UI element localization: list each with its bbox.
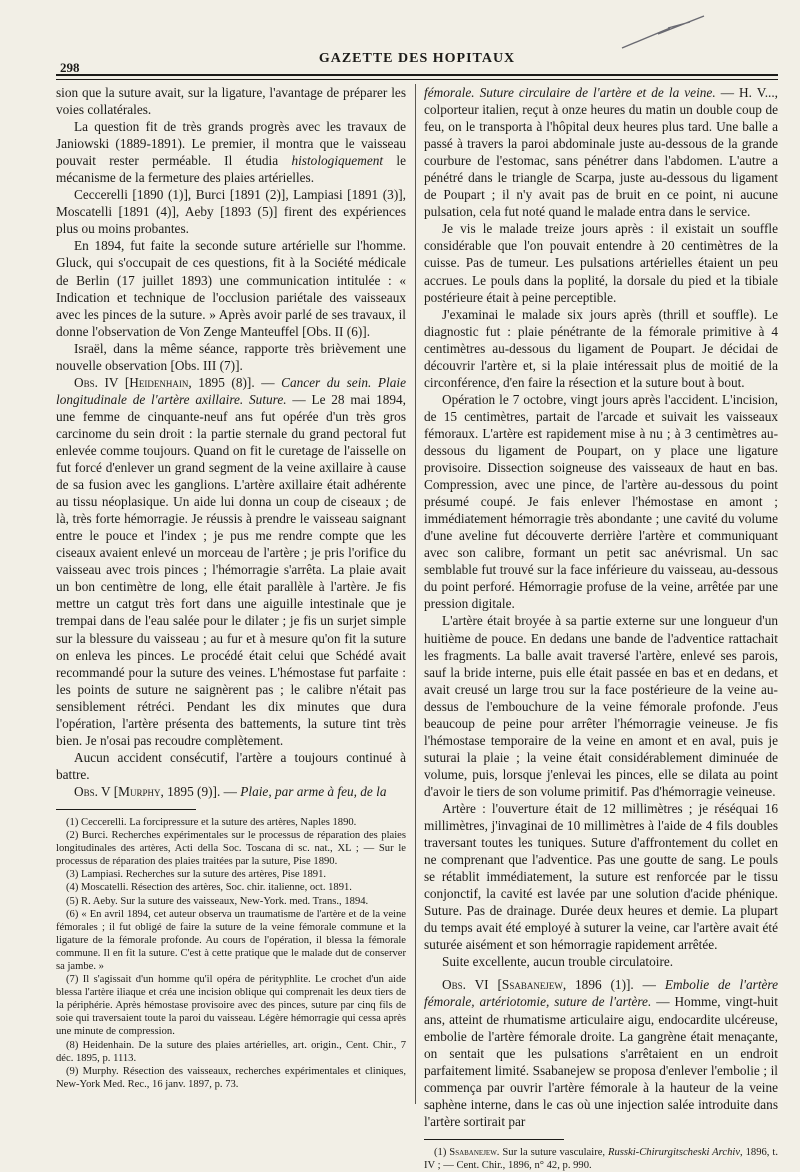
header-rule-thin — [56, 79, 778, 80]
footnote: (8) Heidenhain. De la suture des plaies artérielles, art. origin., Cent. Chir., 7 déc. 1895, p. 1113. — [56, 1039, 406, 1064]
page-number: 298 — [60, 60, 80, 75]
footnote-rule — [56, 809, 196, 810]
paragraph: Opération le 7 octobre, vingt jours après l'accident. L'incision, de 15 centimètres, partait de l'arcade et suivait les vaisseaux fémoraux. L'artère est rapidement mise à nu ; à 3 centimètres au-dessous du ligament de Poupart, on y place une ligature provisoire. Dissection soigneuse des vaisseaux de haut en bas. Compression, avec une pince, de l'artère au-dessous du point présumé coupé. Je fais enlever l'hémostase en amont ; immédiatement hémorragie très abondante ; une cavité du volume d'une aveline fut découverte derrière l'artère et communiquant avec son calibre, formant un petit sac anévrismal. Un sac semblable fut trouvé sur la face inférieure du vaisseau, au-dessous du point perforé. Hémorragie profuse de la veine, arrêtée par une pression digitale. — [424, 391, 778, 612]
footnote: (1) Ceccerelli. La forcipressure et la suture des artères, Naples 1890. — [66, 816, 357, 828]
footnote: (9) Murphy. Résection des vaisseaux, recherches expérimentales et cliniques, New-York Med. Rec., 16 janv. 1897, p. 73. — [56, 1065, 406, 1090]
paragraph: Je vis le malade treize jours après : il existait un souffle considérable que l'on pouvait entendre à 20 centimètres de la cuisse. Pas de tumeur. Les pulsations artérielles étaient un peu accrues. Le pouls dans la poplité, la dorsale du pied et la tibiale postérieure était à peine perceptible. — [424, 221, 778, 305]
paragraph: Artère : l'ouverture était de 12 millimètres ; je réséquai 16 millimètres, j'invaginai de 10 millimètres à l'aide de 4 fils doubles traversant toutes les tuniques. Suture d'affrontement du collet en ne comprenant que l'adventice. Pas une goutte de sang. Le pouls se rétablit immédiatement, la suture est renforcée par le tissu conjonctif, la cavité est lavée par une solution d'acide phénique. Suture. Pas de drainage. Durée deux heures et demie. La plupart du temps avait été employé à suturer la veine, car l'artère avait été suturée aisément et son hémorragie rapidement arrêtée. — [424, 800, 778, 953]
footnote: (1) Ssabanejew. Sur la suture vasculaire, Russki-Chirurgitscheski Archiv, 1896, t. IV ; — Cent. Chir., 1896, n° 42, p. 990. — [424, 1146, 778, 1171]
page-header — [56, 48, 778, 75]
observation-v-continued: fémorale. Suture circulaire de l'artère et de la veine. — H. V..., colporteur italien, reçut à onze heures du matin un double coup de feu, on le transporta à l'hôpital deux heures plus tard. Une balle a passé à travers la paroi abdominale juste au-dessous de la grande courbure de l'estomac, sans pénétrer dans l'abdomen. L'autre a pénétré dans le triangle de Scarpa, juste au-dessous du ligament de Poupart ; il n'y avait pas de bruit en ce point, ni aucune pulsation, cela fut noté quand le malade entra dans le service. — [424, 85, 778, 220]
paragraph: Suite excellente, aucun trouble circulatoire. — [442, 954, 674, 970]
column-divider — [415, 84, 416, 1104]
paragraph: L'artère était broyée à sa partie externe sur une longueur d'un huitième de pouce. En dedans une bande de l'adventice rattachait les fragments. La balle avait traversé l'artère, enlevé ses parois, sauf la bride interne, puis elle était passée en bas et en dedans, et avait creusé un large trou sur la face postérieure de la veine au-dessus de l'embouchure de la veine fémorale profonde. J'eus beaucoup de peine pour arrêter l'hémorragie veineuse. Je fis l'hémostase temporaire de la veine en amont et en aval, puis je suturai la plaie ; la veine était considérablement diminuée de volume, puis, lorsque j'enlevai les pinces, elle se dilata au point d'avoir le tiers de son volume primitif. Pas d'hémorragie veineuse. — [424, 613, 778, 799]
footnote: (5) R. Aeby. Sur la suture des vaisseaux, New-York. med. Trans., 1894. — [66, 895, 369, 907]
footnote: (2) Burci. Recherches expérimentales sur le processus de réparation des plaies longitudinales des artères, Acti della Soc. Toscana di sc. nat., XL ; — Sur le processus de réparation des plaies traitées par la suture, Pise 1890. — [56, 830, 406, 868]
footnotes-right — [424, 1146, 778, 1172]
paragraph: La question fit de très grands progrès avec les travaux de Janiowski (1889-1891). Le premier, il montra que le vaisseau pouvait rester perméable. Il étudia histologiquement le mécanisme de la fermeture des plaies artérielles. — [56, 119, 407, 186]
observation-vi: Obs. VI [Ssabanejew, 1896 (1)]. — Embolie de l'artère fémorale, artériotomie, suture de l'artère. — Homme, vingt-huit ans, atteint de rhumatisme articulaire aigu, endocardite ulcéreuse, embolie de l'artère fémorale droite. La gangrène était menaçante, on sentait que les pulsations s'arrêtaient en un endroit parfaitement limité. Ssabanejew se proposa d'enlever l'embolie ; il commença par ouvrir l'artère fémorale à la hauteur de la veine saphène interne, dans le cas où une injection salée introduite dans l'artère sortirait par — [424, 977, 778, 1129]
footnote: (3) Lampiasi. Recherches sur la suture des artères, Pise 1891. — [66, 869, 327, 881]
right-column — [424, 84, 778, 1172]
paragraph: sion que la suture avait, sur la ligature, l'avantage de préparer les voies collatérales. — [56, 85, 406, 118]
observation-iv: Obs. IV [Heidenhain, 1895 (8)]. — Cancer du sein. Plaie longitudinale de l'artère axillaire. Suture. — Le 28 mai 1894, une femme de cinquante-neuf ans fut opérée d'un très gros carcinome du sein droit : la partie sternale du grand pectoral fut enlevée comme toujours. Quand on fit le curetage de l'aisselle on fut forcé d'enlever un grand segment de la veine axillaire à cause de sa fusion avec les ganglions. L'artère axillaire était adhérente au tissu néoplasique. Un aide lui donna un coup de ciseaux ; de là, très forte hémorragie. Je réussis à prendre le vaisseau saignant entre le pouce et l'index ; je pus me rendre compte que les ciseaux avaient enlevé un morceau de l'artère ; je pris l'orifice du vaisseau avec trois pinces ; l'hémorragie s'arrêta. La plaie avait un bon centimètre de long, elle était parallèle à l'artère. Je fis mettre un catgut très fort dans une aiguille intestinale que je trempai dans de l'eau salée pour le dilater ; je fis un surjet simple sur la blessure du vaisseau ; au fur et à mesure qu'on fit la suture on enleva les pinces. Le procédé était celui que Schédé avait recommandé pour la suture des veines. L'hémostase fut parfaite : les points de suture ne saignèrent pas ; le calibre n'était pas sensiblement rétréci. Pendant les dix minutes que dura l'opération, l'artère présenta des battements, la suture tint très bien. Je n'osai pas recoudre complètement. — [56, 374, 406, 748]
footnotes-left — [56, 816, 406, 1091]
paragraph: En 1894, fut faite la seconde suture artérielle sur l'homme. Gluck, qui s'occupait de ces questions, fit à la Société médicale de Berlin (17 juillet 1893) une communication intitulée : « Indication et technique de l'occlusion pariétale des vaisseaux avec les pinces de la suture. » Après avoir parlé de ses travaux, il donne l'observation de Von Zenge Manteuffel [Obs. II (6)]. — [56, 238, 406, 339]
pencil-scribble-mark — [618, 12, 708, 52]
footnote-rule — [424, 1139, 564, 1140]
footnote: (4) Moscatelli. Résection des artères, Soc. chir. italienne, oct. 1891. — [66, 882, 352, 894]
footnote: (7) Il s'agissait d'un homme qu'il opéra de pérityphlite. Le crochet d'un aide blessa l'artère iliaque et créa une incision oblique qui comprenait les deux tiers de la périphérie. Après hémostase provisoire avec des pinces, suture par cinq fils de soie qui traversaient toute la paroi du vaisseau. Légère hémorragie qui cessa après une minute de compression. — [56, 974, 406, 1038]
running-title: GAZETTE DES HOPITAUX — [318, 51, 516, 66]
paragraph: Aucun accident consécutif, l'artère a toujours continué à battre. — [56, 749, 406, 782]
observation-v-start: Obs. V [Murphy, 1895 (9)]. — Plaie, par arme à feu, de la — [74, 783, 387, 799]
paragraph: Israël, dans la même séance, rapporte très brièvement une nouvelle observation [Obs. III (7)]. — [56, 340, 406, 373]
left-column — [56, 84, 406, 1091]
paragraph: Ceccerelli [1890 (1)], Burci [1891 (2)], Lampiasi [1891 (3)], Moscatelli [1891 (4)], Aeby [1893 (5)] firent des expériences plus ou moins probantes. — [56, 187, 406, 237]
paragraph: J'examinai le malade six jours après (thrill et souffle). Le diagnostic fut : plaie pénétrante de la fémorale primitive à 4 centimètres au-dessous du ligament de Poupart. Je décidai de découvrir l'artère et, si la plaie intéressait plus de moitié de la circonférence, d'en faire la résection et la suture bout à bout. — [424, 306, 778, 390]
footnote: (6) « En avril 1894, cet auteur observa un traumatisme de l'artère et de la veine fémorales ; il fut obligé de faire la suture de la veine fémorale commune et la ligature de la fémorale profonde. Au cours de l'opération, il blessa la fémorale commune. Il en fit la suture. C'est à cette pratique que le malade dut de conserver sa jambe. » — [56, 908, 406, 972]
header-rule — [56, 74, 778, 76]
